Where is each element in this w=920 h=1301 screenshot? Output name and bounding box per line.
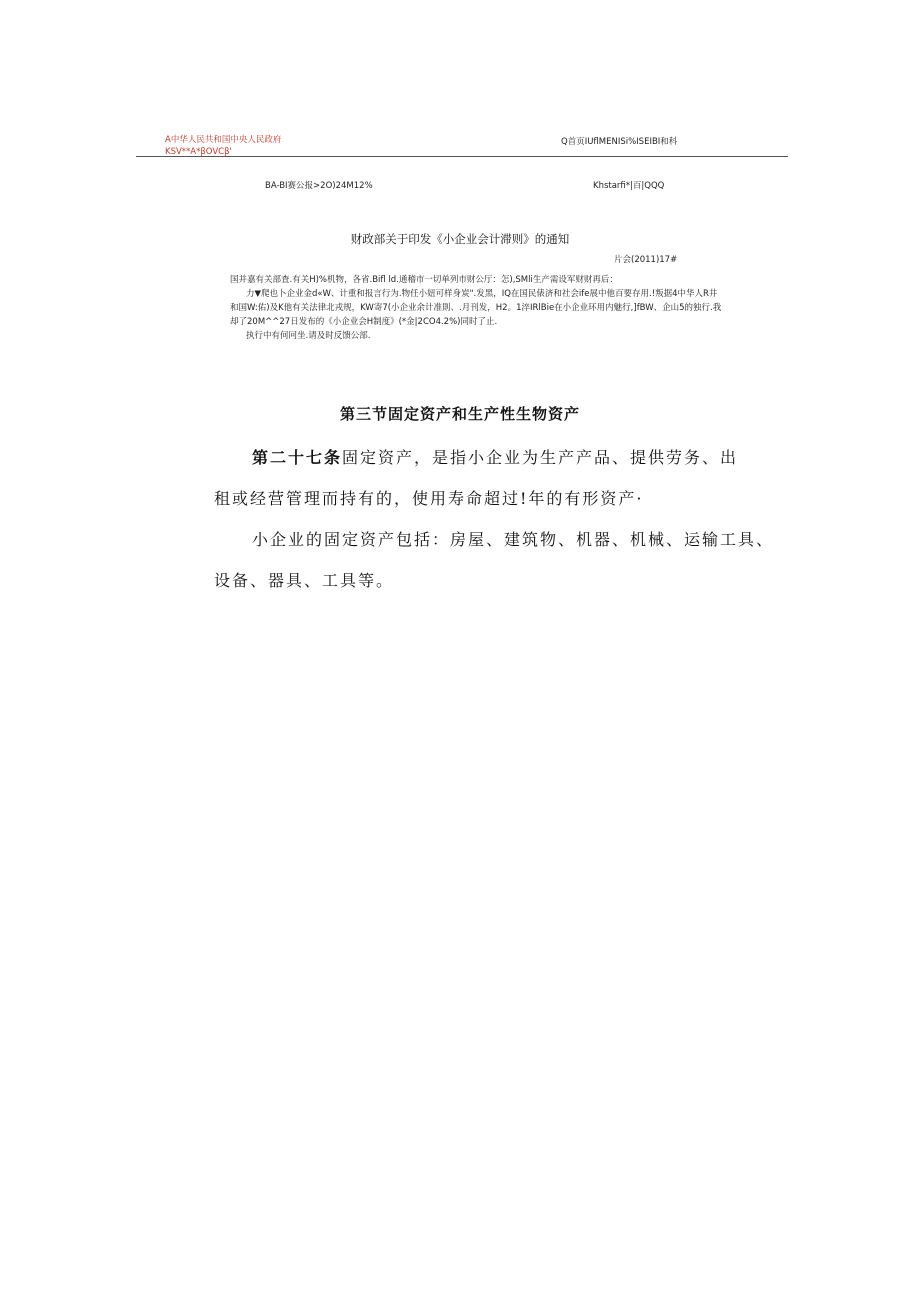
notice-line: 却了20M^^27日发布的《小企业会H制度》(*金|2CO4.2%)同时了止. [230, 317, 498, 327]
notice-title: 财政部关于印发《小企业会计滞则》的通知 [350, 232, 570, 246]
section-heading: 第三节固定资产和生产性生物资产 [339, 405, 580, 423]
notice-line: 执行中有何冋坐.请及时反馈公部. [246, 331, 371, 341]
article-paragraph-cont: 设备、器具、工具等。 [214, 571, 395, 590]
notice-body [230, 273, 721, 343]
article-label: 第二十七条 [252, 448, 343, 467]
publication-source: BA-BI赛公报>2O)24M12% [265, 181, 373, 191]
article-paragraph [252, 445, 738, 468]
article-paragraph-cont: 租或经营管理而持有的，使用寿命超过!年的有形资产· [214, 489, 644, 508]
notice-line: 和国W:佑)及K他有关法律北戎规，KW寄7(小企业余计准則、.月刊发，H2。1淬IRlBie在小企业环用内魅行,]fBW、企山5的独行.我 [230, 303, 722, 313]
site-header-logo[interactable] [165, 134, 281, 158]
site-name: A中华人民共和国中央人民政府 [165, 135, 282, 145]
notice-line: 国并嘉有关部査.有关H)%机物，各省.Bifl ld.通稽市一切单列市财公厅：怎),SMli生产需设军财财再后： [230, 275, 618, 285]
article-paragraph: 小企业的固定资产包括：房屋、建筑物、机器、机械、运输工具、 [252, 530, 775, 549]
notice-line: 力▼爬也卜企业金d«W、计重和报言行为.物任小妞可样身炭".发黑，IQ在国民俵济和社会ife展中他百要存用.!叛据4中华人R井 [246, 289, 718, 299]
site-subtitle: KSV**A*βOVCβ' [165, 147, 232, 157]
header-divider [136, 156, 788, 157]
document-number: 片会(2011)17# [614, 255, 678, 265]
article-text: 固定资产，是指小企业为生产产品、提供劳务、出 [342, 448, 739, 467]
header-nav[interactable]: Q首页IUflMENISi%ISEIBI和科 [561, 137, 678, 147]
share-tools[interactable]: Khstarfi*|百|QQQ [593, 181, 665, 191]
